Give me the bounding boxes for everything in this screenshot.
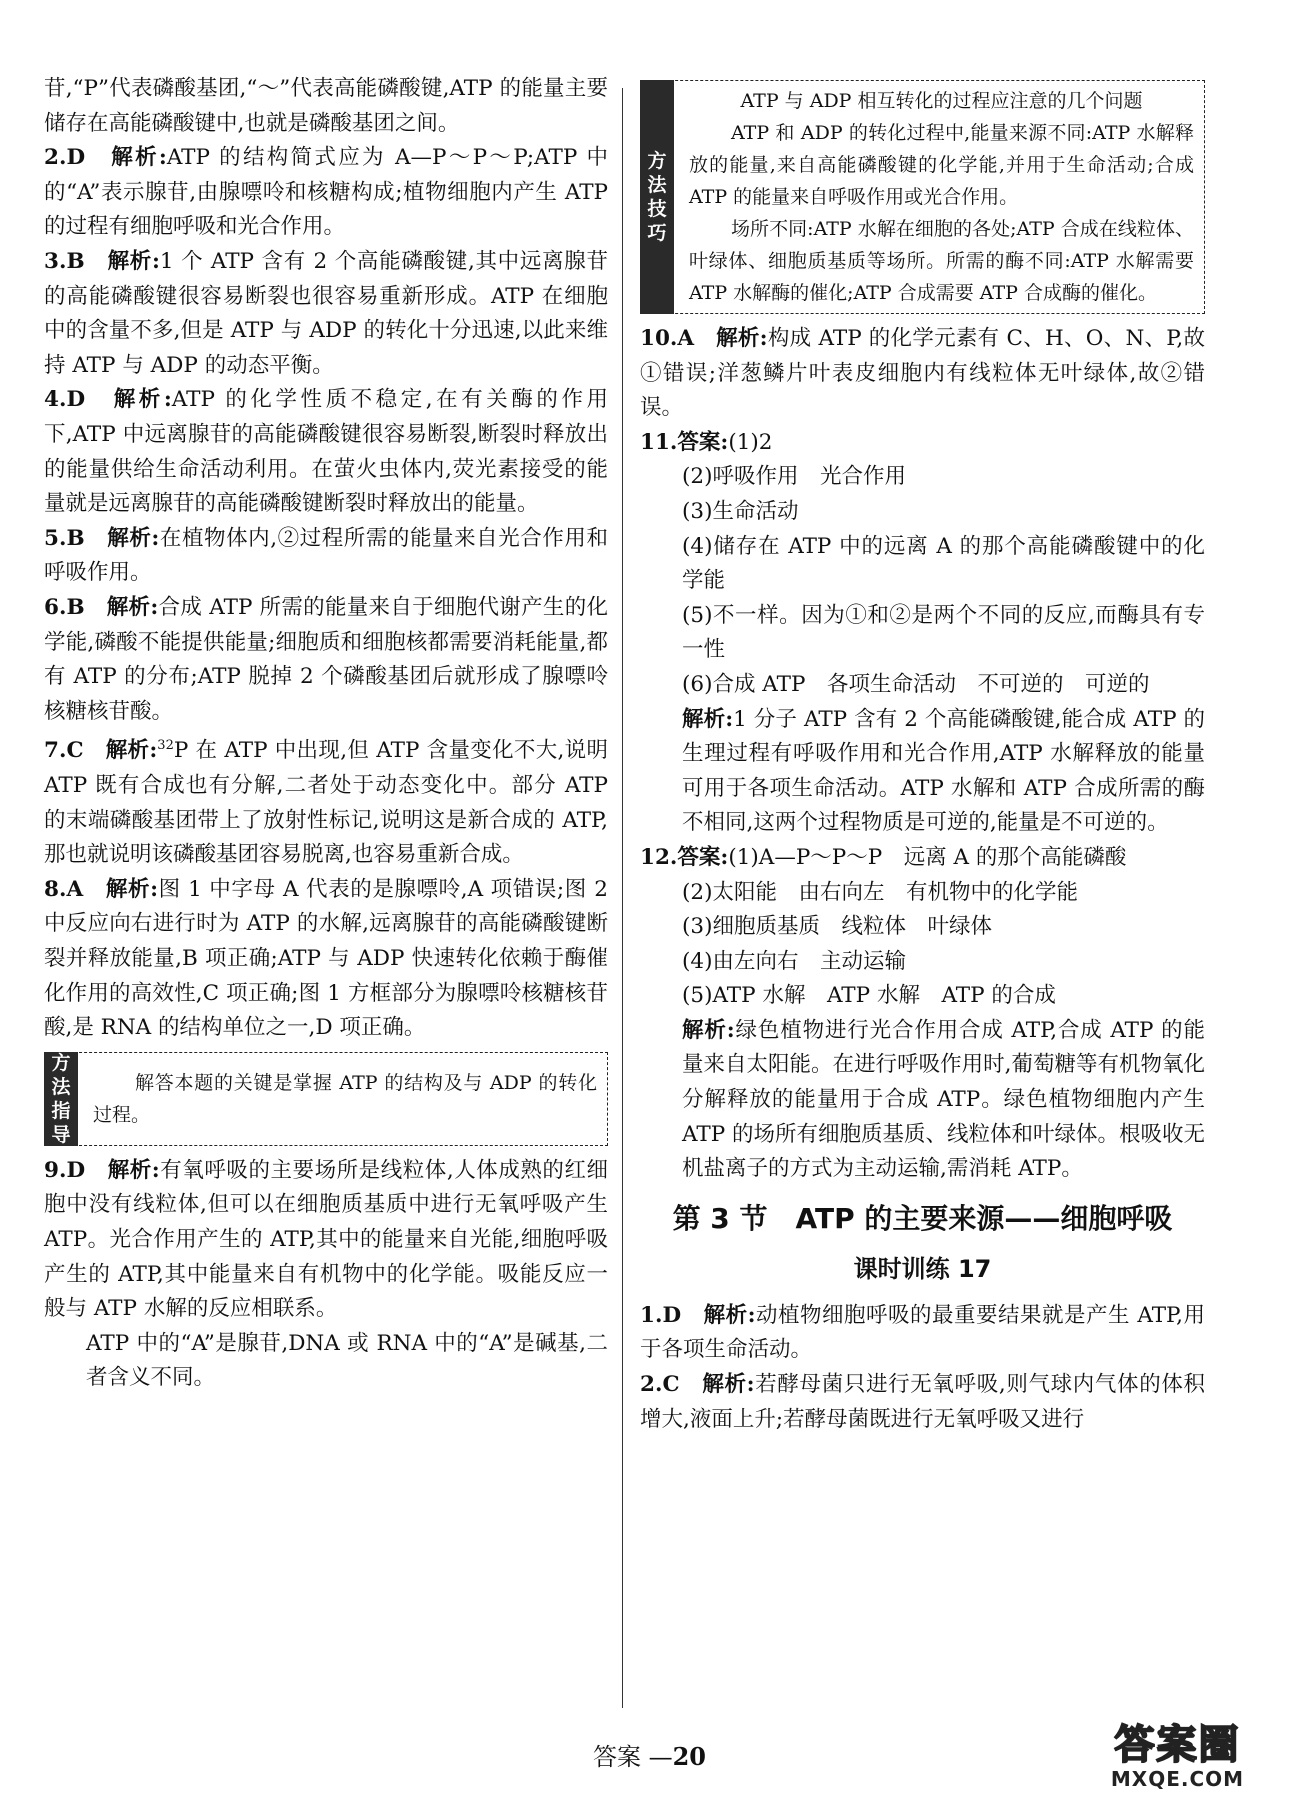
- answer-12-part-4: (4)由左向右 主动运输: [682, 948, 906, 974]
- watermark-logo: 答案圈 MXQE.COM: [1110, 1722, 1245, 1791]
- answer-item-5: 5.B 解析:在植物体内,②过程所需的能量来自光合作用和呼吸作用。: [44, 525, 608, 586]
- answer-item-12: 12.答案:(1)A—P～P～P 远离 A 的那个高能磷酸: [640, 844, 1127, 870]
- answer-11-explanation: 解析:1 分子 ATP 含有 2 个高能磷酸键,能合成 ATP 的生理过程有呼吸作用和光合作用,ATP 水解释放的能量可用于各项生命活动。ATP 水解和 ATP 合成所需的酶不相同,这两个过程物质是可逆的,能量是不可逆的。: [682, 706, 1205, 836]
- answer-item-6: 6.B 解析:合成 ATP 所需的能量来自于细胞代谢产生的化学能,磷酸不能提供能量;细胞质和细胞核都需要消耗能量,都有 ATP 的分布;ATP 脱掉 2 个磷酸基团后就形成了腺嘌呤核糖核苷酸。: [44, 594, 608, 724]
- section-answer-2: 2.C 解析:若酵母菌只进行无氧呼吸,则气球内气体的体积增大,液面上升;若酵母菌既进行无氧呼吸又进行: [640, 1372, 1205, 1432]
- answer-item-4: 4.D 解析:ATP 的化学性质不稳定,在有关酶的作用下,ATP 中远离腺苷的高能磷酸键很容易断裂,断裂时释放出的能量供给生命活动利用。在萤火虫体内,荧光素接受的能量就是远离腺苷的高能磷酸键断裂时释放出的能量。: [44, 387, 609, 517]
- method-guide-text: 解答本题的关键是掌握 ATP 的结构及与 ADP 的转化过程。: [93, 1071, 597, 1126]
- answer-11-part-6: (6)合成 ATP 各项生命活动 不可逆的 可逆的: [682, 671, 1150, 697]
- answer-item-2: 2.D 解析:ATP 的结构简式应为 A—P～P～P;ATP 中的“A”表示腺苷,由腺嘌呤和核糖构成;植物细胞内产生 ATP 的过程有细胞呼吸和光合作用。: [44, 145, 608, 240]
- answer-item-11: 11.答案:(1)2: [640, 429, 773, 455]
- left-column: [44, 72, 608, 1396]
- answer-11-part-5: (5)不一样。因为①和②是两个不同的反应,而酶具有专一性: [682, 602, 1205, 663]
- method-guide-tag: 方 法 指 导: [44, 1052, 78, 1146]
- answer-item-7: 7.C 解析:$^{32}$P 在 ATP 中出现,但 ATP 含量变化不大,说明 ATP 既有合成也有分解,二者处于动态变化中。部分 ATP 的末端磷酸基团带上了放射性标记,说明这是新合成的 ATP,那也就说明该磷酸基团容易脱离,也容易重新合成。: [44, 738, 608, 868]
- section-heading: 第 3 节 ATP 的主要来源——细胞呼吸: [672, 1201, 1173, 1235]
- answer-item-9-tail: ATP 中的“A”是腺苷,DNA 或 RNA 中的“A”是碱基,二者含义不同。: [86, 1330, 608, 1391]
- section-answer-1: 1.D 解析:动植物细胞呼吸的最重要结果就是产生 ATP,用于各项生命活动。: [640, 1302, 1205, 1363]
- answer-item-3: 3.B 解析:1 个 ATP 含有 2 个高能磷酸键,其中远离腺苷的高能磷酸键很容易断裂也很容易重新形成。ATP 在细胞中的含量不多,但是 ATP 与 ADP 的转化十分迅速,以此来维持 ATP 与 ADP 的动态平衡。: [44, 248, 608, 378]
- method-tips-tag: 方 法 技 巧: [640, 80, 674, 314]
- answer-12-explanation: 解析:绿色植物进行光合作用合成 ATP,合成 ATP 的能量来自太阳能。在进行呼吸作用时,葡萄糖等有机物氧化分解释放的能量用于合成 ATP。绿色植物细胞内产生 ATP 的场所有细胞质基质、线粒体和叶绿体。根吸收无机盐离子的方式为主动运输,需消耗 ATP。: [682, 1017, 1206, 1182]
- answer-12-part-5: (5)ATP 水解 ATP 水解 ATP 的合成: [682, 983, 1056, 1009]
- method-tips-box: [640, 80, 1205, 314]
- answer-12-part-2: (2)太阳能 由右向左 有机物中的化学能: [682, 879, 1078, 905]
- superscript-32: 32: [157, 738, 174, 754]
- lesson-heading: 课时训练 17: [853, 1254, 992, 1283]
- method-tips-line-1: ATP 和 ADP 的转化过程中,能量来源不同:ATP 水解释放的能量,来自高能磷酸键的化学能,并用于生命活动;合成 ATP 的能量来自呼吸作用或光合作用。: [689, 122, 1194, 208]
- answer-12-part-3: (3)细胞质基质 线粒体 叶绿体: [682, 914, 992, 940]
- method-tips-title: ATP 与 ADP 相互转化的过程应注意的几个问题: [740, 90, 1143, 112]
- page-footer: 答案 —20: [592, 1742, 707, 1771]
- answer-item-10: 10.A 解析:构成 ATP 的化学元素有 C、H、O、N、P,故①错误;洋葱鳞片叶表皮细胞内有线粒体无叶绿体,故②错误。: [640, 326, 1205, 421]
- right-column: [640, 72, 1205, 1437]
- answer-11-part-3: (3)生命活动: [682, 498, 799, 524]
- answer-11-part-4: (4)储存在 ATP 中的远离 A 的那个高能磷酸键中的化学能: [682, 533, 1205, 594]
- answer-item-9: 9.D 解析:有氧呼吸的主要场所是线粒体,人体成熟的红细胞中没有线粒体,但可以在细胞质基质中进行无氧呼吸产生 ATP。光合作用产生的 ATP,其中的能量来自光能,细胞呼吸产生的 ATP,其中能量来自有机物中的化学能。吸能反应一般与 ATP 水解的反应相联系。: [44, 1157, 608, 1322]
- column-divider: [622, 88, 623, 1708]
- method-tips-line-2: 场所不同:ATP 水解在细胞的各处;ATP 合成在线粒体、叶绿体、细胞质基质等场所。所需的酶不同:ATP 水解需要 ATP 水解酶的催化;ATP 合成需要 ATP 合成酶的催化。: [689, 218, 1194, 304]
- page-number: 20: [672, 1742, 707, 1771]
- intro-text: 苷,“P”代表磷酸基团,“～”代表高能磷酸键,ATP 的能量主要储存在高能磷酸键中,也就是磷酸基团之间。: [44, 76, 608, 136]
- method-guide-box: [44, 1052, 608, 1146]
- answer-11-part-2: (2)呼吸作用 光合作用: [682, 464, 906, 490]
- answer-item-8: 8.A 解析:图 1 中字母 A 代表的是腺嘌呤,A 项错误;图 2 中反应向右进行时为 ATP 的水解,远离腺苷的高能磷酸键断裂并释放能量,B 项正确;ATP 与 ADP 快速转化依赖于酶催化作用的高效性,C 项正确;图 1 方框部分为腺嘌呤核糖核苷酸,是 RNA 的结构单位之一,D 项正确。: [44, 876, 608, 1041]
